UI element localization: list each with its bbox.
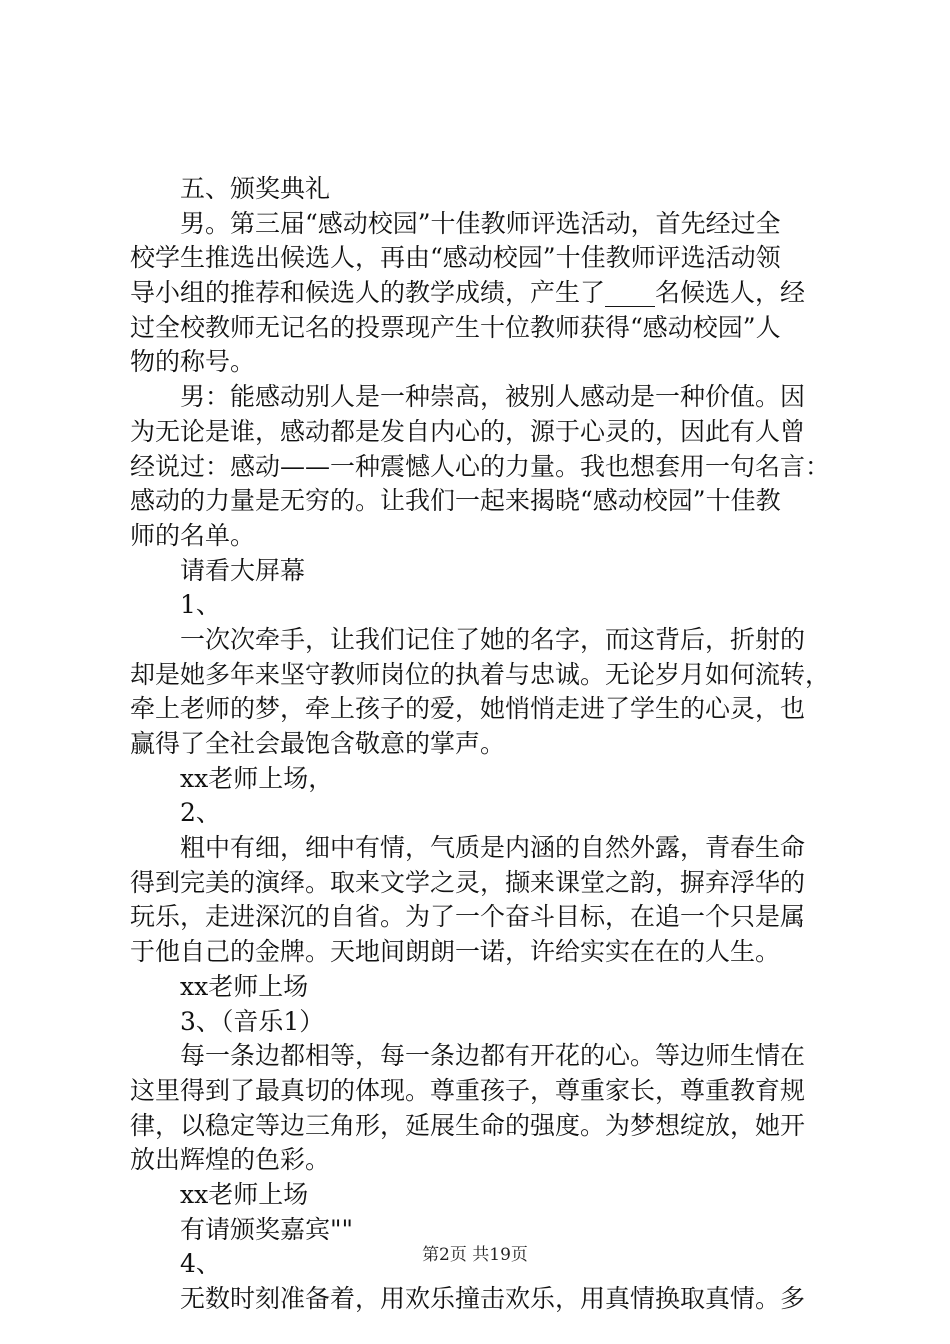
text-line: 2、 — [180, 798, 221, 828]
text-line: 一次次牵手，让我们记住了她的名字，而这背后，折射的 — [180, 624, 806, 654]
text-line: 这里得到了最真切的体现。尊重孩子，尊重家长，尊重教育规 — [130, 1075, 806, 1105]
text-line: 有请颁奖嘉宾"" — [180, 1214, 353, 1244]
text-line: 律，以稳定等边三角形，延展生命的强度。为梦想绽放，她开 — [130, 1110, 806, 1140]
text-line: 师的名单。 — [130, 520, 256, 550]
text-line: 1、 — [180, 590, 221, 620]
text-line: xx老师上场 — [180, 971, 309, 1001]
text-line: 请看大屏幕 — [180, 555, 306, 585]
text-line: 感动的力量是无穷的。让我们一起来揭晓“感动校园”十佳教 — [130, 486, 781, 516]
text-line: 粗中有细，细中有情，气质是内涵的自然外露，青春生命 — [180, 833, 806, 863]
text-line: xx老师上场， — [180, 763, 334, 793]
text-line: 男：能感动别人是一种崇高，被别人感动是一种价值。因 — [180, 382, 806, 412]
text-line: 导小组的推荐和候选人的教学成绩，产生了____名候选人，经 — [130, 278, 806, 308]
document-body — [130, 172, 840, 1317]
text-line: 3、（音乐1） — [180, 1006, 325, 1036]
text-line: 过全校教师无记名的投票现产生十位教师获得“感动校园”人 — [130, 312, 781, 342]
text-line: 4、 — [180, 1249, 221, 1279]
text-line: 牵上老师的梦，牵上孩子的爱，她悄悄走进了学生的心灵，也 — [130, 694, 806, 724]
text-line: 校学生推选出候选人，再由“感动校园”十佳教师评选活动领 — [130, 243, 781, 273]
text-line: 每一条边都相等，每一条边都有开花的心。等边师生情在 — [180, 1041, 806, 1071]
text-line: 为无论是谁，感动都是发自内心的，源于心灵的，因此有人曾 — [130, 416, 806, 446]
text-line: 男。第三届“感动校园”十佳教师评选活动，首先经过全 — [180, 208, 781, 238]
text-line: 物的称号。 — [130, 347, 256, 377]
text-line: 于他自己的金牌。天地间朗朗一诺，许给实实在在的人生。 — [130, 937, 781, 967]
text-line: 赢得了全社会最饱含敬意的掌声。 — [130, 729, 506, 758]
text-line: 放出辉煌的色彩。 — [130, 1145, 331, 1175]
text-line: 玩乐，走进深沉的自省。为了一个奋斗目标，在追一个只是属 — [130, 902, 806, 932]
text-line: xx老师上场 — [180, 1179, 309, 1209]
text-line: 却是她多年来坚守教师岗位的执着与忠诚。无论岁月如何流转， — [130, 659, 831, 689]
text-line: 无数时刻准备着，用欢乐撞击欢乐，用真情换取真情。多 — [180, 1284, 806, 1313]
text-line: 五、颁奖典礼 — [180, 174, 331, 203]
page-footer: 第2页 共19页 — [422, 1245, 528, 1265]
text-line: 经说过：感动——一种震憾人心的力量。我也想套用一句名言： — [130, 451, 831, 481]
text-line: 得到完美的演绎。取来文学之灵，撷来课堂之韵，摒弃浮华的 — [130, 867, 806, 897]
